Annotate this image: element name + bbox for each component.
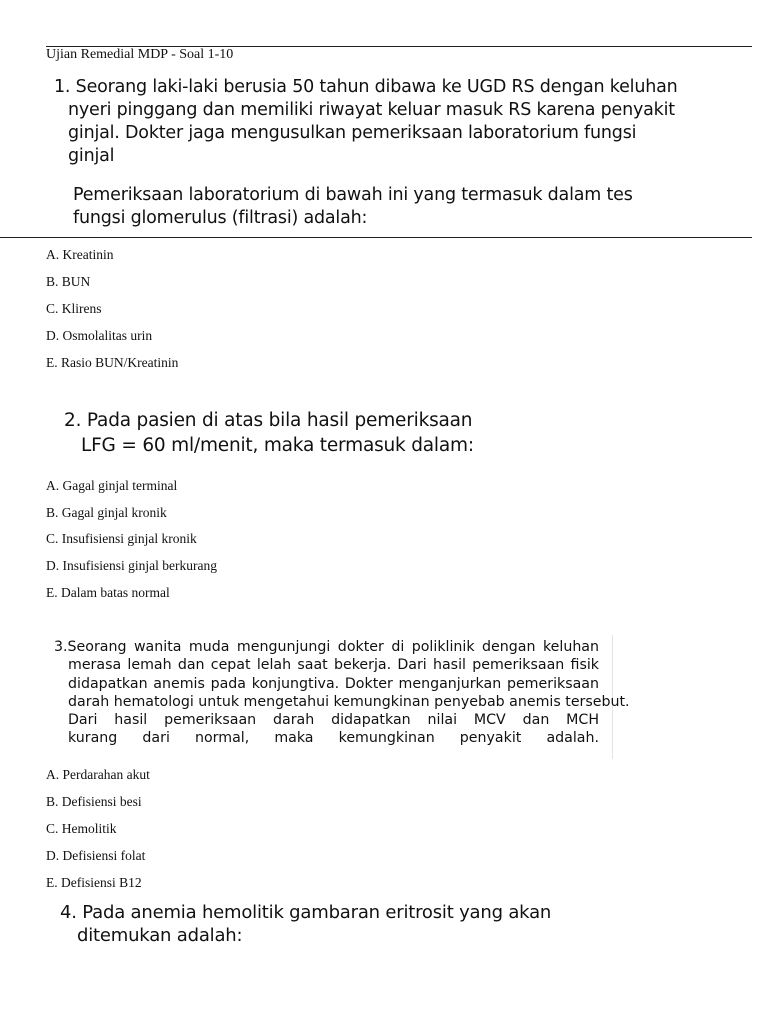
question-1-line-4: ginjal [68,146,115,166]
option-item: C. Hemolitik [46,821,117,836]
header-rule [46,46,752,47]
question-3-line-5: Dari hasil pemeriksaan darah didapatkan nilai MCV dan MCH [68,712,599,729]
option-item: B. Defisiensi besi [46,794,142,809]
question-3-line-4: darah hematologi untuk mengetahui kemungkinan penyebab anemis tersebut. [68,693,630,710]
option-item: D. Osmolalitas urin [46,328,153,343]
question-1-line-1: 1. Seorang laki-laki berusia 50 tahun dibawa ke UGD RS dengan keluhan [54,77,678,97]
question-3-line-6: kurang dari normal, maka kemungkinan penyakit adalah. [68,730,599,747]
question-3-line-2: merasa lemah dan cepat lelah saat bekerja. Dari hasil pemeriksaan fisik [68,657,599,674]
option-item: C. Klirens [46,301,102,316]
document-header-title: Ujian Remedial MDP - Soal 1-10 [46,47,234,62]
question-3-line-3: didapatkan anemis pada konjungtiva. Dokter menganjurkan pemeriksaan [68,675,599,692]
option-item: A. Perdarahan akut [46,767,150,782]
question-3-line-1: 3.Seorang wanita muda mengunjungi dokter di poliklinik dengan keluhan [54,639,599,655]
question-2-line-2: LFG = 60 ml/menit, maka termasuk dalam: [81,435,474,456]
option-item: A. Gagal ginjal terminal [46,478,178,493]
question-4-line-2: ditemukan adalah: [77,925,243,946]
option-item: E. Rasio BUN/Kreatinin [46,355,179,370]
option-item: E. Defisiensi B12 [46,875,142,890]
option-item: A. Kreatinin [46,247,114,262]
option-item: D. Insufisiensi ginjal berkurang [46,558,217,573]
question-1-line-3: ginjal. Dokter jaga mengusulkan pemeriksaan laboratorium fungsi [68,123,637,143]
option-item: C. Insufisiensi ginjal kronik [46,531,197,546]
option-item: D. Defisiensi folat [46,848,146,863]
option-item: E. Dalam batas normal [46,585,170,600]
option-item: B. Gagal ginjal kronik [46,505,167,520]
question-1-line-2: nyeri pinggang dan memiliki riwayat keluar masuk RS karena penyakit [68,100,675,120]
question-3 [54,638,630,748]
question-4-line-1: 4. Pada anemia hemolitik gambaran eritrosit yang akan [60,902,552,923]
question-1-prompt-line-2: fungsi glomerulus (filtrasi) adalah: [73,208,368,228]
question-1-prompt-line-1: Pemeriksaan laboratorium di bawah ini yang termasuk dalam tes [73,185,633,205]
option-item: B. BUN [46,274,91,289]
question-2-line-1: 2. Pada pasien di atas bila hasil pemeriksaan [64,410,473,431]
question-1-rule [0,237,752,238]
